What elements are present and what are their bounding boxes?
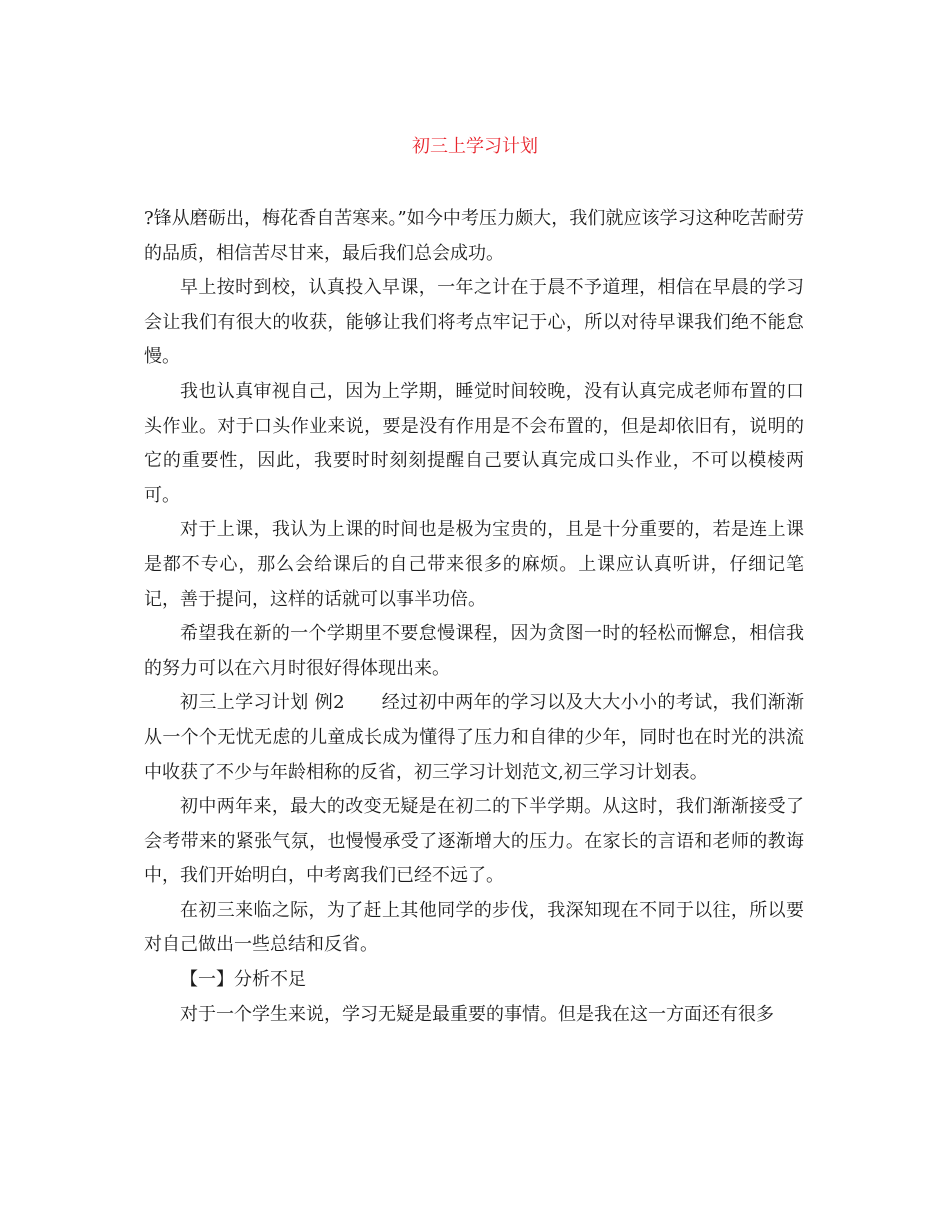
document-body: [144, 202, 804, 1032]
paragraph: 希望我在新的一个学期里不要怠慢课程，因为贪图一时的轻松而懈怠，相信我的努力可以在六月时很好得体现出来。: [144, 623, 804, 679]
paragraph: 在初三来临之际，为了赶上其他同学的步伐，我深知现在不同于以往，所以要对自己做出一些总结和反省。: [144, 899, 804, 956]
document-title: 初三上学习计划: [412, 136, 538, 157]
paragraph: 初三上学习计划 例2 经过初中两年的学习以及大大小小的考试，我们渐渐从一个个无忧无虑的儿童成长成为懂得了压力和自律的少年，同时也在时光的洪流中收获了不少与年龄相称的反省，初三学习计划范文,初三学习计划表。: [144, 692, 804, 783]
section-heading: 【一】分析不足: [180, 969, 306, 991]
paragraph: ?锋从磨砺出，梅花香自苦寒来。”如今中考压力颇大，我们就应该学习这种吃苦耐劳的品质，相信苦尽甘来，最后我们总会成功。: [144, 208, 804, 264]
paragraph: 对于上课，我认为上课的时间也是极为宝贵的，且是十分重要的，若是连上课是都不专心，那么会给课后的自己带来很多的麻烦。上课应认真听讲，仔细记笔记，善于提问，这样的话就可以事半功倍。: [144, 519, 804, 610]
paragraph: 我也认真审视自己，因为上学期，睡觉时间较晚，没有认真完成老师布置的口头作业。对于口头作业来说，要是没有作用是不会布置的，但是却依旧有，说明的它的重要性，因此，我要时时刻刻提醒自己要认真完成口头作业，不可以模棱两可。: [144, 380, 804, 506]
paragraph: 早上按时到校，认真投入早课，一年之计在于晨不予道理，相信在早晨的学习会让我们有很大的收获，能够让我们将考点牢记于心，所以对待早课我们绝不能怠慢。: [144, 277, 804, 368]
paragraph: 对于一个学生来说，学习无疑是最重要的事情。但是我在这一方面还有很多: [180, 1003, 774, 1025]
paragraph: 初中两年来，最大的改变无疑是在初二的下半学期。从这时，我们渐渐接受了会考带来的紧张气氛，也慢慢承受了逐渐增大的压力。在家长的言语和老师的教诲中，我们开始明白，中考离我们已经不远了。: [144, 796, 804, 887]
